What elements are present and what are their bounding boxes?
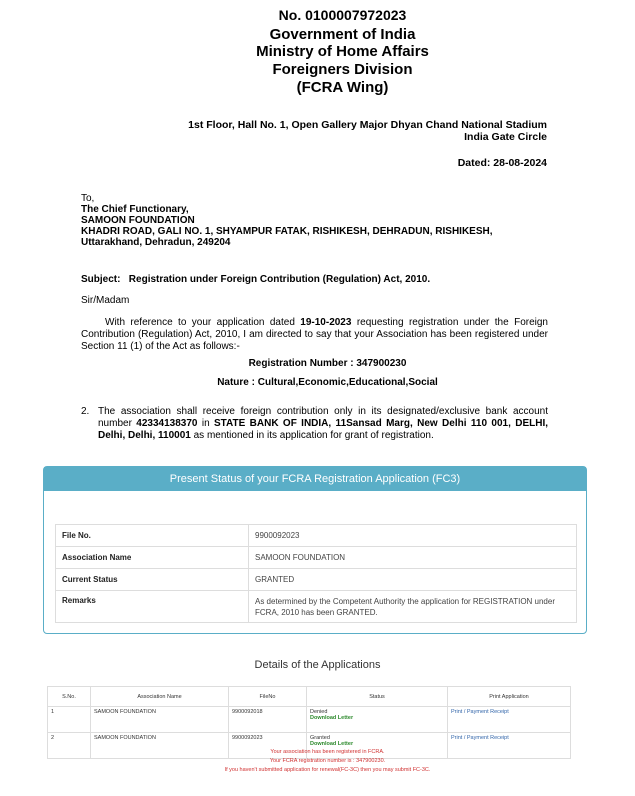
letter-date: Dated: 28-08-2024 xyxy=(457,157,547,169)
recipient-line-3: KHADRI ROAD, GALI NO. 1, SHYAMPUR FATAK, RISHIKESH, DEHRADUN, RISHIKESH, xyxy=(81,226,493,237)
row-association-name: SAMOON FOUNDATION xyxy=(91,733,229,759)
para1-text-b: requesting registration under the Foreign Contribution (Regulation) Act, 2010, I am directed to say that your Association has been registered under Section 11 (1) of the Act as follows:- xyxy=(81,317,548,352)
application-date: 19-10-2023 xyxy=(300,317,352,328)
col-print-application: Print Application xyxy=(448,687,571,707)
status-key: Association Name xyxy=(56,547,249,569)
status-table xyxy=(55,524,577,623)
para1-text-a: With reference to your application dated xyxy=(105,317,301,328)
paragraph-2 xyxy=(98,406,548,442)
heading-line-1: Government of India xyxy=(269,26,416,43)
recipient-line-1: The Chief Functionary, xyxy=(81,204,189,215)
row-file-no: 9900092023 xyxy=(229,733,307,759)
note-line-3: If you haven't submitted application for renewal(FC-3C) then you may submit FC-3C. xyxy=(224,767,431,773)
subject-line xyxy=(81,274,548,286)
para2-text-c: as mentioned in its application for grant of registration. xyxy=(190,430,434,441)
to-label: To, xyxy=(81,193,95,204)
office-address-line-2: India Gate Circle xyxy=(464,131,547,143)
status-text: Denied xyxy=(310,709,328,715)
row-file-no: 9900092018 xyxy=(229,707,307,733)
print-receipt-link[interactable]: Print / Payment Receipt xyxy=(448,707,571,733)
note-line-1: Your association has been registered in FCRA. xyxy=(270,749,385,755)
row-association-name: SAMOON FOUNDATION xyxy=(91,707,229,733)
subject-text: Registration under Foreign Contribution (Regulation) Act, 2010. xyxy=(128,274,431,285)
status-key: File No. xyxy=(56,525,249,547)
col-association-name: Association Name xyxy=(91,687,229,707)
table-row xyxy=(56,591,577,623)
para2-text-a: The association shall receive foreign contribution only in its designated/exclusive bank account number xyxy=(98,406,548,429)
col-status: Status xyxy=(307,687,448,707)
table-row xyxy=(48,707,571,733)
para2-number: 2. xyxy=(81,406,90,417)
office-address-line-1: 1st Floor, Hall No. 1, Open Gallery Major Dhyan Chand National Stadium xyxy=(188,119,547,131)
table-row xyxy=(56,569,577,591)
status-key: Remarks xyxy=(56,591,249,623)
table-row xyxy=(56,547,577,569)
row-status xyxy=(307,707,448,733)
paragraph-1 xyxy=(81,317,548,353)
col-sno: S.No. xyxy=(48,687,91,707)
details-title: Details of the Applications xyxy=(254,659,381,671)
table-header-row xyxy=(48,687,571,707)
row-sno: 2 xyxy=(48,733,91,759)
status-panel xyxy=(43,466,587,634)
bank-name: STATE BANK OF INDIA, 11Sansad Marg, New Delhi 110 001, DELHI, Delhi, Delhi, 110001 xyxy=(98,418,548,441)
status-value: GRANTED xyxy=(249,569,577,591)
salutation: Sir/Madam xyxy=(81,295,130,306)
col-file-no: FileNo xyxy=(229,687,307,707)
status-panel-title: Present Status of your FCRA Registration Application (FC3) xyxy=(44,467,586,491)
heading-line-4: (FCRA Wing) xyxy=(296,79,389,96)
heading-line-3: Foreigners Division xyxy=(272,61,413,78)
subject-label: Subject: xyxy=(81,274,121,285)
nature: Nature : Cultural,Economic,Educational,Social xyxy=(217,377,438,388)
para2-text-b: in xyxy=(197,418,214,429)
download-letter-link[interactable]: Download Letter xyxy=(310,715,354,721)
heading-line-2: Ministry of Home Affairs xyxy=(256,43,429,60)
print-receipt-link[interactable]: Print / Payment Receipt xyxy=(448,733,571,759)
note-line-2: Your FCRA registration number is : 347900230. xyxy=(269,758,386,764)
letter-number: No. 0100007972023 xyxy=(278,7,407,23)
bank-account-number: 42334138370 xyxy=(136,418,198,429)
registration-number: Registration Number : 347900230 xyxy=(248,358,407,369)
download-letter-link[interactable]: Download Letter xyxy=(310,741,354,747)
status-key: Current Status xyxy=(56,569,249,591)
status-value: SAMOON FOUNDATION xyxy=(249,547,577,569)
recipient-line-4: Uttarakhand, Dehradun, 249204 xyxy=(81,237,231,248)
recipient-line-2: SAMOON FOUNDATION xyxy=(81,215,195,226)
status-value: 9900092023 xyxy=(249,525,577,547)
status-text: Granted xyxy=(310,735,330,741)
table-row xyxy=(56,525,577,547)
row-sno: 1 xyxy=(48,707,91,733)
status-value: As determined by the Competent Authority the application for REGISTRATION under FCRA, 2010 has been GRANTED. xyxy=(249,591,577,623)
